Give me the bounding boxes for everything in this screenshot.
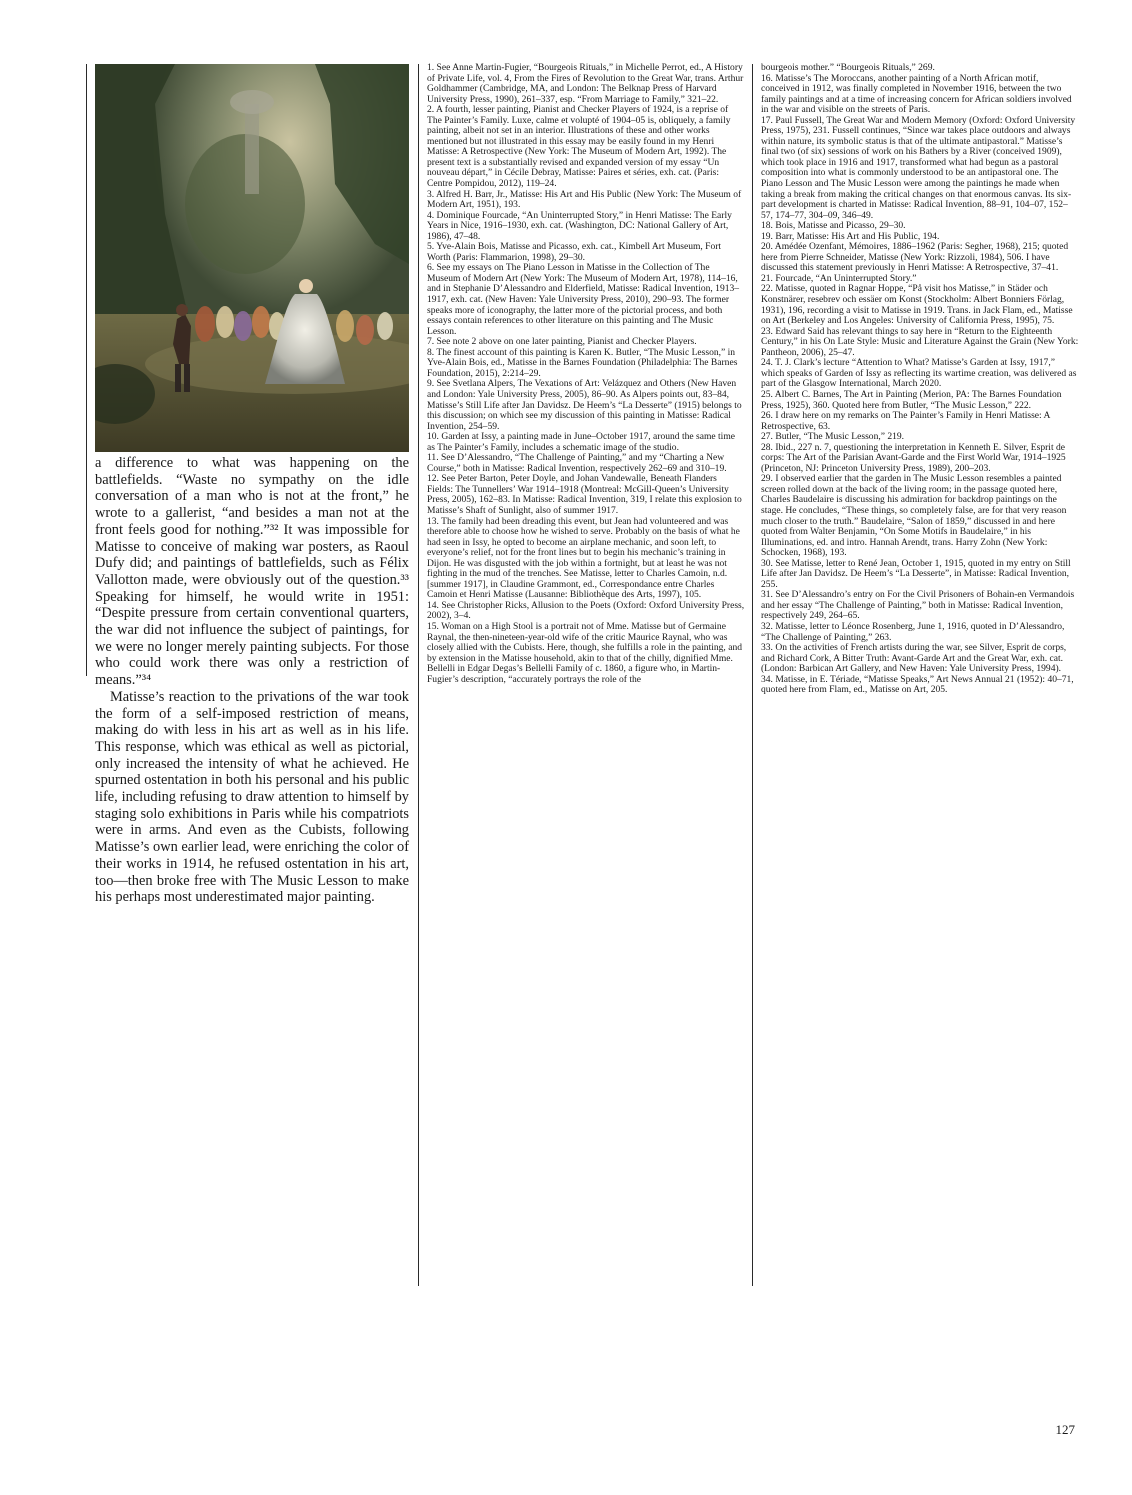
endnote: 20. Amédée Ozenfant, Mémoires, 1886–1962 (Paris: Segher, 1968), 215; quoted here from Pierre Schneider, Matisse (New York: Rizzoli, 1984), 506. I have discussed this statement previously in Henri Matisse: A Retrospective, 37–41. [761,241,1069,274]
endnote: 24. T. J. Clark’s lecture “Attention to What? Matisse’s Garden at Issy, 1917,” which speaks of Garden of Issy as reflecting its wartime creation, was delivered as part of the Glasgow International, March 2020. [761,357,1077,390]
body-column [95,64,409,906]
endnote: 23. Edward Said has relevant things to say here in “Return to the Eighteenth Century,” in his On Late Style: Music and Literature Against the Grain (New York: Pantheon, 2006), 25–47. [761,325,1079,358]
endnote: 16. Matisse’s The Moroccans, another painting of a North African motif, conceived in 1912, was finally completed in November 1916, between the two family paintings and at a time of increasing concern for African soldiers involved in the war and visible on the streets of Paris. [761,72,1072,116]
endnote: 32. Matisse, letter to Léonce Rosenberg, June 1, 1916, quoted in D’Alessandro, “The Challenge of Painting,” 263. [761,620,1065,643]
endnote: 2. A fourth, lesser painting, Pianist and Checker Players of 1924, is a reprise of The Painter’s Family. Luxe, calme et volupté of 1904–05 is, obliquely, a family painting, albeit not set in an interior. Illustrations of these and other works mentioned but not illustrated in this essay may be easily found in my Henri Matisse: A Retrospective (New York: The Museum of Modern Art, 1992). The present text is a substantially revised and expanded version of my essay “Un nouveau départ,” in Cécile Debray, Matisse: Paires et séries, exh. cat. (Paris: Centre Pompidou, 2012), 119–24. [427,104,731,190]
endnote: 29. I observed earlier that the garden in The Music Lesson resembles a painted screen rolled down at the back of the living room; in the passage quoted here, Charles Baudelaire is discussing his admiration for backdrop paintings on the stage. He concludes, “These things, so completely false, are for that very reason much closer to the truth.” Baudelaire, “Salon of 1859,” discussed in and here quoted from Walter Benjamin, “On Some Motifs in Baudelaire,” in his Illuminations, ed. and intro. Hannah Arendt, trans. Harry Zohn (New York: Schocken, 1968), 193. [761,473,1067,559]
body-paragraph: a difference to what was happening on the battlefields. “Waste no sympathy on the idle conversation of a man who is not at the front,” he wrote to a gallerist, “and besides a man not at the front feels good for nothing.”³² It was impossible for Matisse to conceive of making war posters, as Raoul Dufy did; and paintings of battlefields, such as Félix Vallotton made, were obviously out of the question.³³ Speaking for himself, he would write in 1951: “Despite pressure from certain conventional quarters, the war did not influence the subject of paintings, for we were no longer merely painting subjects. For those who could work there was only a restriction of means.”³⁴ [95,455,409,689]
endnote: 12. See Peter Barton, Peter Doyle, and Johan Vandewalle, Beneath Flanders Fields: The Tunnellers’ War 1914–1918 (Montreal: McGill-Queen’s University Press, 2005), 162–83. In Matisse: Radical Invention, 319, I relate this explosion to Matisse’s Shaft of Sunlight, also of summer 1917. [427,473,742,516]
endnote: 31. See D’Alessandro’s entry on For the Civil Prisoners of Bohain-en Vermandois and her essay “The Challenge of Painting,” both in Matisse: Radical Invention, respectively 249, 264–65. [761,589,1075,622]
endnote: 18. Bois, Matisse and Picasso, 29–30. [761,220,906,232]
endnote: bourgeois mother.” “Bourgeois Rituals,” 269. [761,62,935,73]
middle-column-rule [418,64,419,1286]
endnote: 5. Yve-Alain Bois, Matisse and Picasso, exh. cat., Kimbell Art Museum, Fort Worth (Paris: Flammarion, 1998), 29–30. [427,241,722,263]
endnote: 4. Dominique Fourcade, “An Uninterrupted Story,” in Henri Matisse: The Early Years in Nice, 1916–1930, exh. cat. (Washington, DC: National Gallery of Art, 1986), 47–48. [427,209,732,242]
endnote: 22. Matisse, quoted in Ragnar Hoppe, “På visit hos Matisse,” in Städer och Konstnärer, resebrev och essäer om Konst (Stockholm: Albert Bonniers Förlag, 1931), 196, recording a visit to Matisse in 1919. Trans. in Jack Flam, ed., Matisse on Art (Berkeley and Los Angeles: University of California Press, 1995), 75. [761,283,1073,327]
endnote: 21. Fourcade, “An Uninterrupted Story.” [761,272,917,284]
endnote: 33. On the activities of French artists during the war, see Silver, Esprit de corps, and Richard Cork, A Bitter Truth: Avant-Garde Art and the Great War, exh. cat. (London: Barbican Art Gallery, and New Haven: Yale University Press, 1994). [761,642,1067,675]
endnote: 11. See D’Alessandro, “The Challenge of Painting,” and my “Charting a New Course,” both in Matisse: Radical Invention, respectively 262–69 and 310–19. [427,452,727,474]
endnote: 14. See Christopher Ricks, Allusion to the Poets (Oxford: Oxford University Press, 2002), 3–4. [427,599,745,622]
endnote: 34. Matisse, in E. Tériade, “Matisse Speaks,” Art News Annual 21 (1952): 40–71, quoted here from Flam, ed., Matisse on Art, 205. [761,673,1074,696]
right-column-rule [752,64,753,1286]
endnote: 10. Garden at Issy, a painting made in June–October 1917, around the same time as The Painter’s Family, includes a schematic image of the studio. [427,431,735,453]
endnote: 28. Ibid., 227 n. 7, questioning the interpretation in Kenneth E. Silver, Esprit de corps: The Art of the Parisian Avant-Garde and the First World War, 1914–1925 (Princeton, NJ: Princeton University Press, 1989), 200–203. [761,441,1066,474]
endnote: 19. Barr, Matisse: His Art and His Public, 194. [761,230,940,242]
endnote: 13. The family had been dreading this event, but Jean had volunteered and was therefore able to choose how he wished to serve. Probably on the basis of what he had seen in Issy, he opted to become an airplane mechanic, and soon left, to everyone’s relief, not for the front lines but to begin his mechanic’s training in Dijon. He was disgusted with the job within a fortnight, but at least he was not fighting in the mud of the trenches. See Matisse, letter to Charles Camoin, n.d. [summer 1917], in Claudine Grammont, ed., Correspondance entre Charles Camoin et Henri Matisse (Lausanne: Bibliothèque des Arts, 1997), 105. [427,515,740,601]
endnote: 25. Albert C. Barnes, The Art in Painting (Merion, PA: The Barnes Foundation Press, 1925), 360. Quoted here from Butler, “The Music Lesson,” 222. [761,388,1062,411]
endnote: 9. See Svetlana Alpers, The Vexations of Art: Velázquez and Others (New Haven and London: Yale University Press, 2005), 86–90. As Alpers points out, 83–84, Matisse’s Still Life after Jan Davidsz. De Heem’s “La Desserte” (1915) belongs to this discussion; on which see my discussion of this painting in Matisse: Radical Invention, 254–59. [427,378,742,432]
left-column-rule [86,64,87,676]
endnote: 15. Woman on a High Stool is a portrait not of Mme. Matisse but of Germaine Raynal, the then-nineteen-year-old wife of the critic Maurice Raynal, who was closely allied with the Cubists. Here, though, she fulfills a role in the painting, and by extension in the Matisse household, akin to that of the chilly, dignified Mme. Bellelli in Edgar Degas’s Bellelli Family of c. 1860, a figure who, in Martin-Fugier’s description, “accurately portrays the role of the [427,620,742,685]
painting-illustration [95,64,409,452]
endnote: 1. See Anne Martin-Fugier, “Bourgeois Rituals,” in Michelle Perrot, ed., A History of Private Life, vol. 4, From the Fires of Revolution to the Great War, trans. Arthur Goldhammer (Cambridge, MA, and London: The Belknap Press of Harvard University Press, 1990), 261–337, esp. “From Marriage to Family,” 321–22. [427,62,744,105]
endnotes-column-right [761,63,1079,696]
page-number: 127 [1055,1422,1075,1437]
body-paragraph: Matisse’s reaction to the privations of the war took the form of a self-imposed restriction of means, making do with less in his art as well as in his life. This response, which was ethical as well as pictorial, only increased the intensity of what he achieved. He spurned ostentation in both his personal and his public life, including refusing to draw attention to himself by staging solo exhibitions in Paris while his compatriots were in arms. And even as the Cubists, following Matisse’s own earlier lead, were enriching the color of their works in 1914, he refused ostentation in his art, too—then broke free with The Music Lesson to make his perhaps most underestimated major painting. [95,688,409,906]
endnote: 26. I draw here on my remarks on The Painter’s Family in Henri Matisse: A Retrospective, 63. [761,410,1050,432]
endnote: 27. Butler, “The Music Lesson,” 219. [761,431,905,443]
endnote: 7. See note 2 above on one later painting, Pianist and Checker Players. [427,336,697,348]
endnote: 17. Paul Fussell, The Great War and Modern Memory (Oxford: Oxford University Press, 1975), 231. Fussell continues, “Since war takes place outdoors and always within nature, its symbolic status is that of the ultimate antipastoral.” Matisse’s final two (of six) sessions of work on his Bathers by a River (conceived 1909), which took place in 1916 and 1917, transformed what had begun as a pastoral composition into what is commonly understood to be an antipastoral one. The Piano Lesson and The Music Lesson were among the paintings he made when taking a break from making the critical changes on that enormous canvas. Its six-part development is charted in Matisse: Radical Invention, 88–91, 104–07, 152–57, 174–77, 304–09, 346–49. [761,114,1076,221]
endnotes-column-middle [427,63,745,685]
endnote: 3. Alfred H. Barr, Jr., Matisse: His Art and His Public (New York: The Museum of Modern Art, 1951), 193. [427,188,742,211]
endnote: 6. See my essays on The Piano Lesson in Matisse in the Collection of The Museum of Modern Art (New York: The Museum of Modern Art, 1978), 114–16, and in Stephanie D’Alessandro and Elderfield, Matisse: Radical Invention, 1913–1917, exh. cat. (New Haven: Yale University Press, 2010), 290–93. The former speaks more of iconography, the latter more of the pictorial process, and both essays contain references to other literature on this painting and The Music Lesson. [427,262,740,337]
endnote: 8. The finest account of this painting is Karen K. Butler, “The Music Lesson,” in Yve-Alain Bois, ed., Matisse in the Barnes Foundation (Philadelphia: The Barnes Foundation, 2015), 2:214–29. [427,346,738,379]
endnote: 30. See Matisse, letter to René Jean, October 1, 1915, quoted in my entry on Still Life after Jan Davidsz. De Heem’s “La Desserte”, in Matisse: Radical Invention, 255. [761,557,1071,590]
fete-galante-painting-image [95,64,409,452]
